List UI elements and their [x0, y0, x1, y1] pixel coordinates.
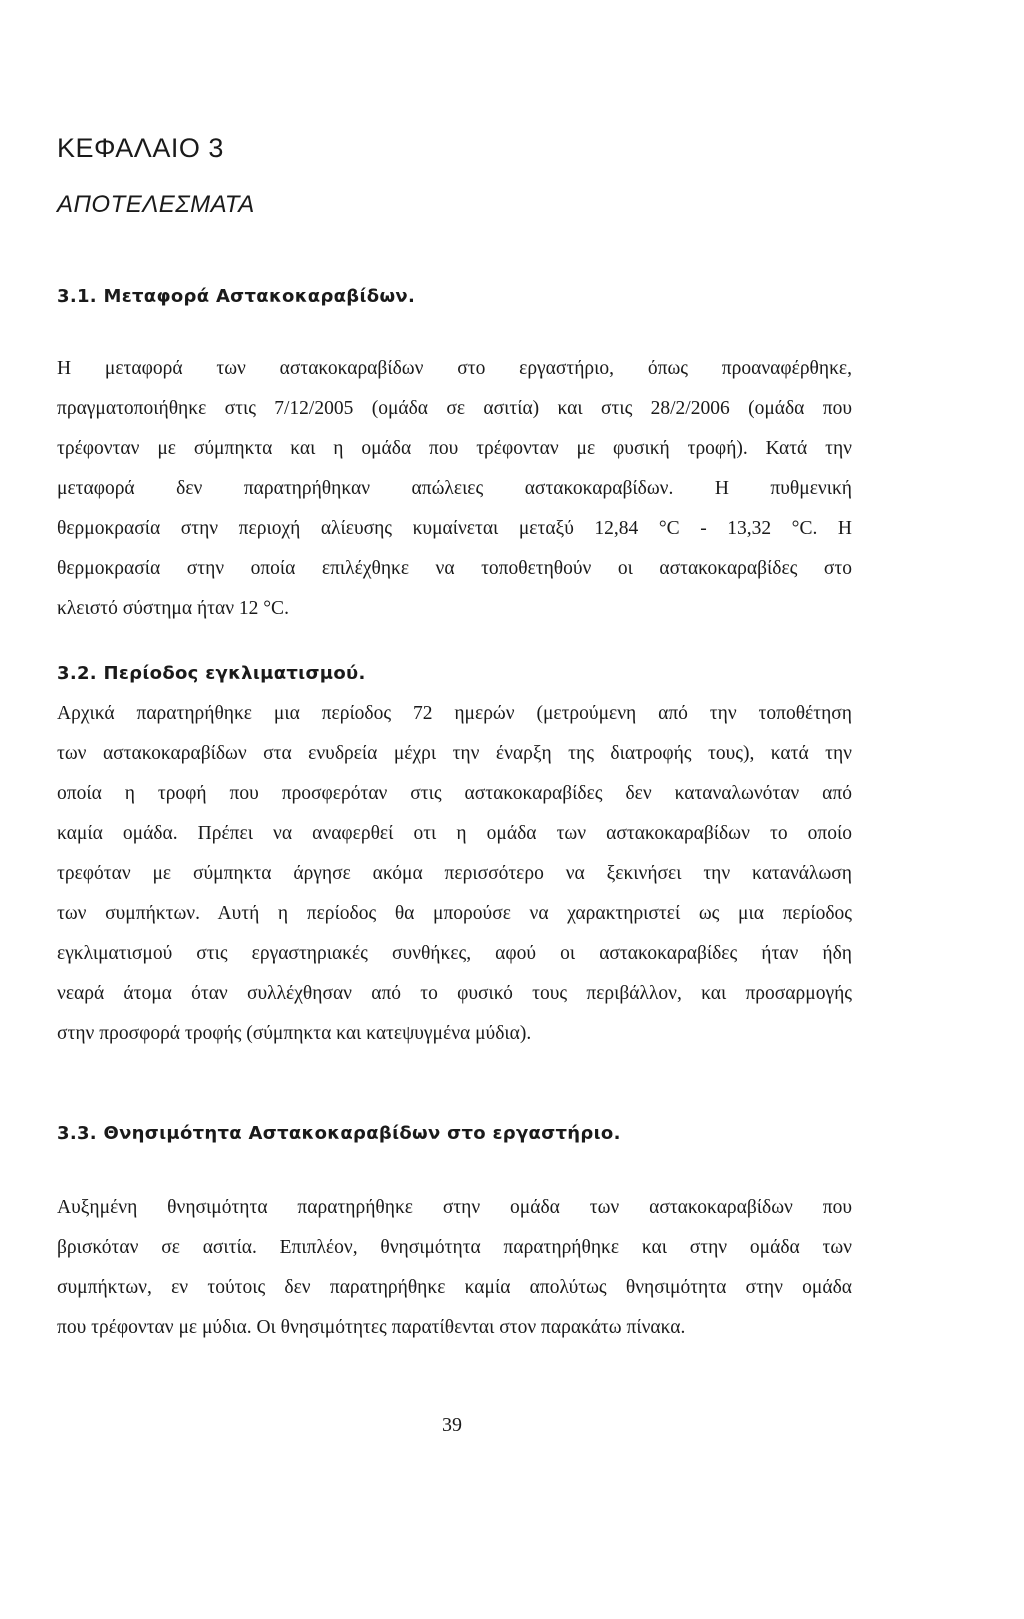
paragraph-line: νεαρά άτομα όταν συλλέχθησαν από το φυσικό τους περιβάλλον, και προσαρμογής — [57, 983, 852, 1004]
paragraph-line: στην προσφορά τροφής (σύμπηκτα και κατεψυγμένα μύδια). — [57, 1023, 532, 1044]
section-paragraph-3-2 — [57, 694, 852, 1054]
section-heading-3-3: 3.3. Θνησιμότητα Αστακοκαραβίδων στο εργαστήριο. — [57, 1123, 621, 1144]
paragraph-line: κλειστό σύστημα ήταν 12 °C. — [57, 598, 289, 619]
paragraph-line: πραγματοποιήθηκε στις 7/12/2005 (ομάδα σε ασιτία) και στις 28/2/2006 (ομάδα που — [57, 398, 852, 419]
paragraph-line: Η μεταφορά των αστακοκαραβίδων στο εργαστήριο, όπως προαναφέρθηκε, — [57, 358, 852, 379]
paragraph-line: θερμοκρασία στην οποία επιλέχθηκε να τοποθετηθούν οι αστακοκαραβίδες στο — [57, 558, 852, 579]
paragraph-line: βρισκόταν σε ασιτία. Επιπλέον, θνησιμότητα παρατηρήθηκε και στην ομάδα των — [57, 1237, 852, 1258]
paragraph-line: που τρέφονταν με μύδια. Οι θνησιμότητες παρατίθενται στον παρακάτω πίνακα. — [57, 1317, 686, 1338]
paragraph-line: μεταφορά δεν παρατηρήθηκαν απώλειες αστακοκαραβίδων. Η πυθμενική — [57, 478, 852, 499]
paragraph-line: θερμοκρασία στην περιοχή αλίευσης κυμαίνεται μεταξύ 12,84 °C - 13,32 °C. Η — [57, 518, 852, 539]
section-paragraph-3-3 — [57, 1188, 852, 1348]
paragraph-line: Αρχικά παρατηρήθηκε μια περίοδος 72 ημερών (μετρούμενη από την τοποθέτηση — [57, 703, 852, 724]
paragraph-line: των συμπήκτων. Αυτή η περίοδος θα μπορούσε να χαρακτηριστεί ως μια περίοδος — [57, 903, 852, 924]
paragraph-line: συμπήκτων, εν τούτοις δεν παρατηρήθηκε καμία απολύτως θνησιμότητα στην ομάδα — [57, 1277, 852, 1298]
paragraph-line: οποία η τροφή που προσφερόταν στις αστακοκαραβίδες δεν καταναλωνόταν από — [57, 783, 852, 804]
chapter-title: ΚΕΦΑΛΑΙΟ 3 — [57, 133, 224, 163]
paragraph-line: εγκλιματισμού στις εργαστηριακές συνθήκες, αφού οι αστακοκαραβίδες ήταν ήδη — [57, 943, 852, 964]
paragraph-line: καμία ομάδα. Πρέπει να αναφερθεί οτι η ομάδα των αστακοκαραβίδων το οποίο — [57, 823, 852, 844]
paragraph-line: των αστακοκαραβίδων στα ενυδρεία μέχρι την έναρξη της διατροφής τους), κατά την — [57, 743, 852, 764]
section-paragraph-3-1 — [57, 349, 852, 629]
section-heading-3-1: 3.1. Μεταφορά Αστακοκαραβίδων. — [57, 286, 416, 307]
chapter-subtitle: ΑΠΟΤΕΛΕΣΜΑΤΑ — [57, 191, 255, 218]
paragraph-line: τρεφόταν με σύμπηκτα άργησε ακόμα περισσότερο να ξεκινήσει την κατανάλωση — [57, 863, 852, 884]
section-heading-3-2: 3.2. Περίοδος εγκλιματισμού. — [57, 663, 366, 684]
paragraph-line: Αυξημένη θνησιμότητα παρατηρήθηκε στην ομάδα των αστακοκαραβίδων που — [57, 1197, 852, 1218]
page-number: 39 — [442, 1414, 462, 1436]
paragraph-line: τρέφονταν με σύμπηκτα και η ομάδα που τρέφονταν με φυσική τροφή). Κατά την — [57, 438, 852, 459]
